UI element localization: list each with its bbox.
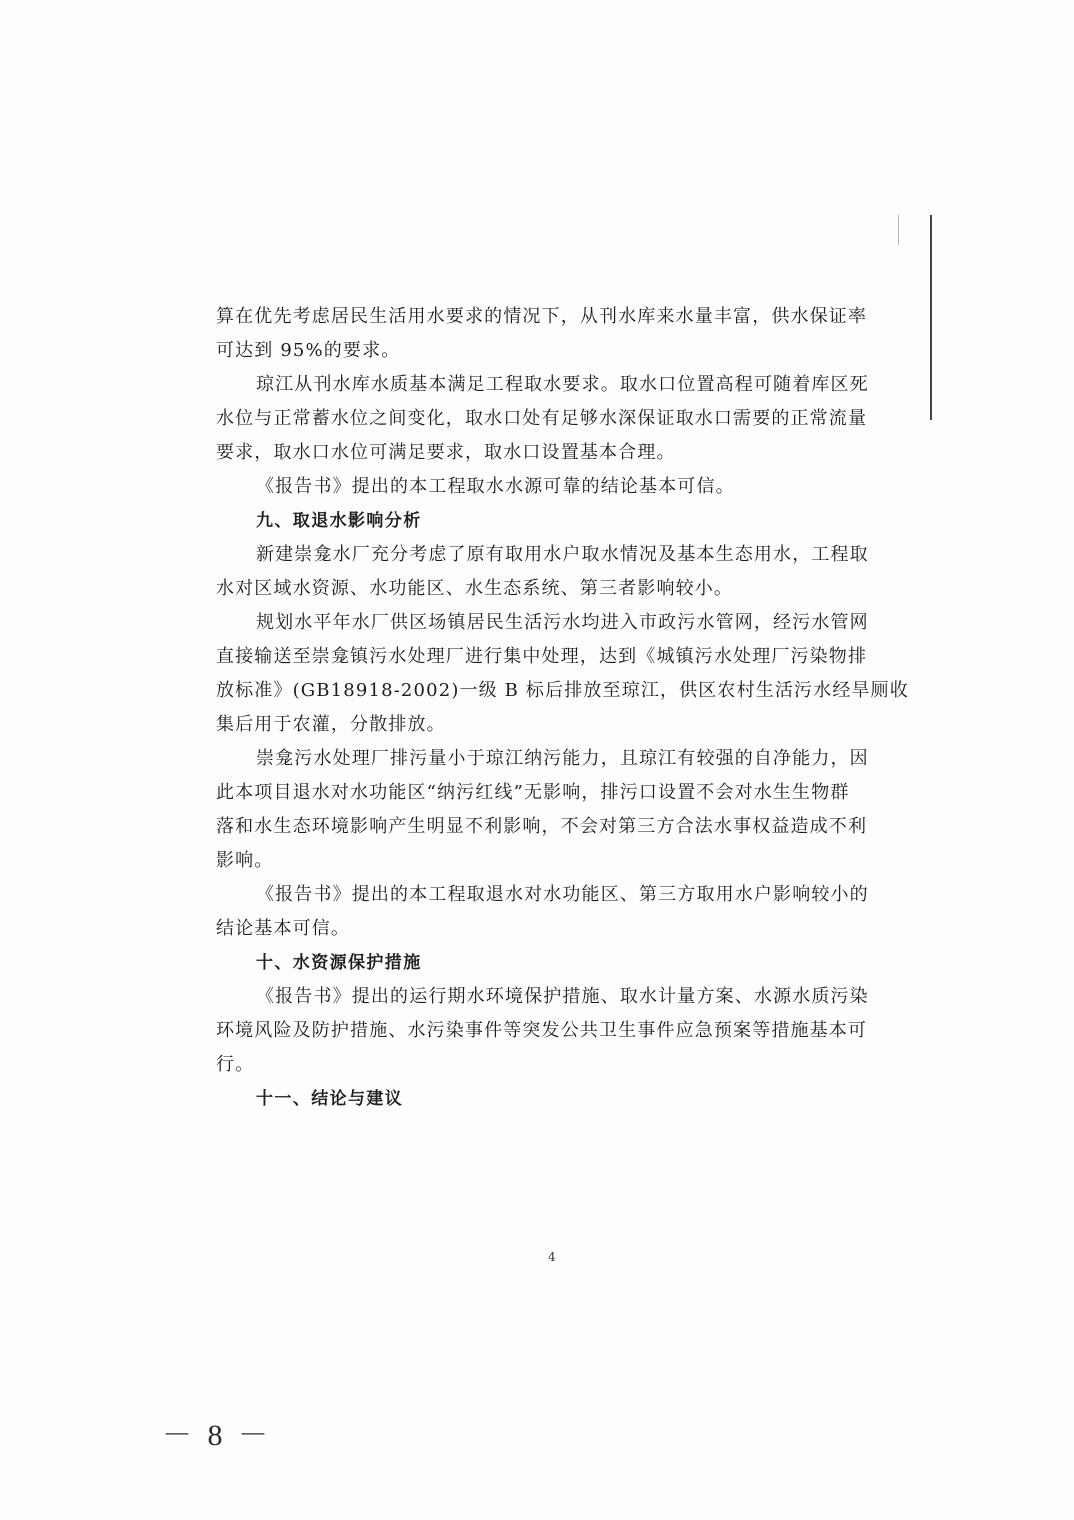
paragraph: [216, 878, 869, 946]
text-line: 可达到 95%的要求。: [216, 340, 401, 361]
scan-edge-mark: [930, 215, 932, 420]
text-line: 十、水资源保护措施: [256, 953, 422, 973]
text-line: 此本项目退水对水功能区“纳污红线”无影响，排污口设置不会对水生生物群: [216, 782, 850, 803]
text-line: 《报告书》提出的本工程取水水源可靠的结论基本可信。: [256, 476, 735, 497]
document-body: [216, 300, 909, 1116]
text-line: 算在优先考虑居民生活用水要求的情况下，从刊水库来水量丰富，供水保证率: [216, 306, 868, 327]
section-heading: [216, 946, 856, 980]
text-line: 琼江从刊水库水质基本满足工程取水要求。取水口位置高程可随着库区死: [256, 374, 869, 395]
text-line: 行。: [216, 1054, 255, 1075]
paragraph: [216, 980, 869, 1082]
text-line: 九、取退水影响分析: [256, 511, 422, 531]
text-line: 环境风险及防护措施、水污染事件等突发公共卫生事件应急预案等措施基本可: [216, 1020, 868, 1041]
paragraph: [216, 368, 869, 470]
text-line: 水对区域水资源、水功能区、水生态系统、第三者影响较小。: [216, 578, 734, 599]
text-line: 直接输送至崇龛镇污水处理厂进行集中处理，达到《城镇污水处理厂污染物排: [216, 646, 868, 667]
text-line: 结论基本可信。: [216, 918, 351, 939]
text-line: 要求，取水口水位可满足要求，取水口设置基本合理。: [216, 442, 676, 463]
text-line: 崇龛污水处理厂排污量小于琼江纳污能力，且琼江有较强的自净能力，因: [256, 748, 869, 769]
paragraph: [216, 606, 909, 742]
paragraph: [216, 470, 856, 504]
paragraph: [216, 300, 868, 368]
footer-page-number: － 8 －: [162, 1419, 272, 1452]
text-line: 《报告书》提出的运行期水环境保护措施、取水计量方案、水源水质污染: [256, 986, 869, 1007]
text-line: 新建崇龛水厂充分考虑了原有取用水户取水情况及基本生态用水，工程取: [256, 544, 869, 565]
text-line: 《报告书》提出的本工程取退水对水功能区、第三方取用水户影响较小的: [256, 884, 869, 905]
text-line: 落和水生态环境影响产生明显不利影响，不会对第三方合法水事权益造成不利: [216, 816, 868, 837]
text-line: 放标准》(GB18918-2002)一级 B 标后排放至琼江，供区农村生活污水经旱厕收: [216, 680, 909, 701]
text-line: 十一、结论与建议: [256, 1089, 404, 1109]
scan-edge-mark-faint: [898, 215, 899, 245]
text-line: 水位与正常蓄水位之间变化，取水口处有足够水深保证取水口需要的正常流量: [216, 408, 868, 429]
section-heading: [216, 1082, 856, 1116]
section-heading: [216, 504, 856, 538]
paragraph: [216, 538, 869, 606]
paragraph: [216, 742, 869, 878]
inner-page-number: 4: [548, 1250, 556, 1264]
text-line: 集后用于农灌，分散排放。: [216, 714, 446, 735]
text-line: 影响。: [216, 850, 274, 871]
text-line: 规划水平年水厂供区场镇居民生活污水均进入市政污水管网，经污水管网: [256, 612, 869, 633]
